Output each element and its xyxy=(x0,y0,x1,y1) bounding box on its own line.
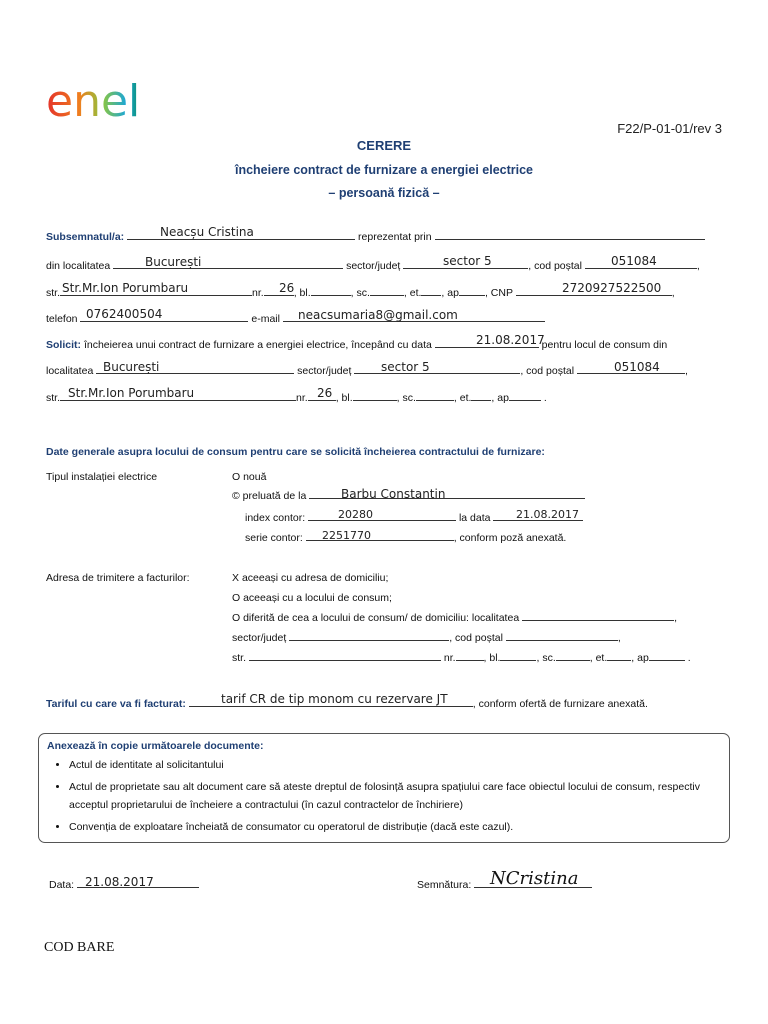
adresa-et-field[interactable] xyxy=(607,660,631,661)
svg-text:enel: enel xyxy=(46,76,141,124)
adresa-opt3[interactable]: O diferită de cea a locului de consum/ de domiciliu: localitatea , xyxy=(232,612,677,624)
data-value: 21.08.2017 xyxy=(85,875,154,889)
bl-field[interactable] xyxy=(311,295,351,296)
sector-value: sector 5 xyxy=(443,254,492,268)
index-value: 20280 xyxy=(338,508,373,521)
adresa-str-label: str. xyxy=(232,652,247,664)
serie-value: 2251770 xyxy=(322,529,371,542)
sc-field[interactable] xyxy=(370,295,404,296)
la-data-value: 21.08.2017 xyxy=(516,508,579,521)
data-label: Data: xyxy=(49,879,75,891)
page-title: CERERE xyxy=(356,138,412,153)
adresa-label: Adresa de trimitere a facturilor: xyxy=(46,572,190,584)
loc-localitatea-value: București xyxy=(103,360,160,374)
adresa-localitatea-field[interactable] xyxy=(522,620,674,621)
str-label: str. xyxy=(46,287,61,299)
solicit-date-value: 21.08.2017 xyxy=(476,333,545,347)
preluata-radio[interactable]: © xyxy=(232,490,240,502)
adresa-str-field[interactable] xyxy=(249,660,441,661)
loc-sc-label: , sc. xyxy=(396,392,416,404)
loc-sector-value: sector 5 xyxy=(381,360,430,374)
str-field[interactable] xyxy=(60,295,252,296)
loc-ap-field[interactable] xyxy=(509,400,541,401)
serie-tail: , conform poză anexată. xyxy=(453,532,567,544)
adresa-str-row: str. nr. , bl. , sc. , et. , ap . xyxy=(232,652,691,664)
loc-str-label: str. xyxy=(46,392,61,404)
adresa-opt1-radio[interactable]: X xyxy=(232,572,240,584)
tarif-value: tarif CR de tip monom cu rezervare JT xyxy=(221,692,448,706)
list-item: • Actul de proprietate sau alt document care să ateste dreptul de folosință asupra spațiului care face obiectul locului de consum, respectiv acceptul proprietarului de încheiere a contractului (în cazul contractelor de închiriere) xyxy=(69,778,729,814)
semnatura-label: Semnătura: xyxy=(417,879,472,891)
adresa-nr-label: nr. xyxy=(443,652,456,664)
solicit-text: încheierea unui contract de furnizare a energiei electrice, începând cu data xyxy=(83,339,432,351)
cnp-field[interactable] xyxy=(516,295,672,296)
loc-strada-row: str. nr. , bl. , sc. , et. , ap . xyxy=(46,392,547,404)
cnp-label: , CNP xyxy=(484,287,513,299)
sc-label: , sc. xyxy=(350,287,370,299)
serie-label: serie contor: xyxy=(245,532,303,544)
adresa-opt3-label: O diferită de cea a locului de consum/ de domiciliu: localitatea xyxy=(232,612,520,624)
anexe-box xyxy=(38,733,730,843)
adresa-nr-field[interactable] xyxy=(456,660,484,661)
index-label: index contor: xyxy=(245,512,306,524)
tarif-tail: , conform ofertă de furnizare anexată. xyxy=(472,698,648,710)
adresa-bl-label: , bl. xyxy=(483,652,501,664)
solicit-label: Solicit: xyxy=(46,339,82,351)
cnp-value: 2720927522500 xyxy=(562,281,662,295)
email-value: neacsumaria8@gmail.com xyxy=(298,308,458,322)
localitate-row: din localitatea sector/județ , cod poștal , xyxy=(46,260,700,272)
loc-sc-field[interactable] xyxy=(416,400,454,401)
page-subtitle: încheiere contract de furnizare a energiei electrice xyxy=(234,163,534,177)
anexe-list xyxy=(39,756,729,836)
subsemnatul-row xyxy=(46,231,705,243)
loc-ap-label: , ap xyxy=(491,392,509,404)
loc-nr-label: nr. xyxy=(296,392,308,404)
telefon-label: telefon xyxy=(46,313,78,325)
loc-sector-field[interactable] xyxy=(354,373,520,374)
reprezentat-field[interactable] xyxy=(435,239,705,240)
la-data-label: la data xyxy=(458,512,491,524)
signature: NCristina xyxy=(490,868,579,889)
list-item: • Convenția de exploatare încheiată de consumator cu operatorul de distribuție (dacă este cazul). xyxy=(69,818,729,836)
localitatea-value: București xyxy=(145,255,202,269)
adresa-ap-label: , ap xyxy=(631,652,649,664)
adresa-et-label: , et. xyxy=(589,652,608,664)
adresa-ap-field[interactable] xyxy=(649,660,685,661)
list-item: • Actul de identitate al solicitantului xyxy=(69,756,729,774)
page-subtitle-2: – persoană fizică – xyxy=(328,186,440,200)
reprezentat-label: reprezentat prin xyxy=(358,231,432,243)
strada-row: str. nr. , bl. , sc. , et. , ap , CNP , xyxy=(46,287,675,299)
solicit-row xyxy=(46,339,667,351)
subsemnatul-value: Neacșu Cristina xyxy=(160,225,254,239)
document-reference: F22/P-01-01/rev 3 xyxy=(617,121,722,136)
adresa-cod-label: , cod poștal xyxy=(449,632,503,644)
loc-et-field[interactable] xyxy=(471,400,491,401)
subsemnatul-label: Subsemnatul/a: xyxy=(46,231,125,243)
bl-label: , bl. xyxy=(293,287,311,299)
preluata-label: preluată de la xyxy=(242,490,307,502)
adresa-sector-row: sector/județ , cod poștal , xyxy=(232,632,621,644)
tip-instalatie-label: Tipul instalației electrice xyxy=(46,471,158,483)
sector-field[interactable] xyxy=(403,268,528,269)
et-label: , et. xyxy=(403,287,422,299)
tarif-label: Tariful cu care va fi facturat: xyxy=(46,698,186,710)
adresa-opt1[interactable] xyxy=(232,572,388,584)
tarif-field[interactable] xyxy=(189,706,473,707)
loc-nr-value: 26 xyxy=(317,386,333,400)
loc-bl-label: , bl. xyxy=(335,392,353,404)
adresa-sc-label: , sc. xyxy=(536,652,556,664)
cod-postal-value: 051084 xyxy=(611,254,657,268)
solicit-date-field[interactable] xyxy=(435,347,539,348)
et-field[interactable] xyxy=(421,295,441,296)
loc-sector-label: sector/județ xyxy=(297,365,352,377)
option-noua[interactable]: O nouă xyxy=(232,471,267,483)
ap-label: , ap xyxy=(441,287,459,299)
serie-row xyxy=(245,532,566,544)
loc-localitatea-label: localitatea xyxy=(46,365,94,377)
telefon-field[interactable] xyxy=(80,321,248,322)
date-generale-heading: Date generale asupra locului de consum pentru care se solicită încheierea contractului de furnizare: xyxy=(46,446,545,458)
adresa-opt1-label: aceeași cu adresa de domiciliu; xyxy=(241,572,389,584)
adresa-sector-label: sector/județ xyxy=(232,632,287,644)
nr-label: nr. xyxy=(252,287,264,299)
localitatea-label: din localitatea xyxy=(46,260,111,272)
subsemnatul-field[interactable] xyxy=(127,239,355,240)
adresa-opt2[interactable]: O aceeași cu a locului de consum; xyxy=(232,592,392,604)
cod-postal-label: , cod poștal xyxy=(528,260,582,272)
loc-str-field[interactable] xyxy=(60,400,296,401)
adresa-sector-field[interactable] xyxy=(289,640,449,641)
loc-consum-row: localitatea sector/județ , cod poștal , xyxy=(46,365,688,377)
email-label: e-mail xyxy=(251,313,280,325)
loc-nr-field[interactable] xyxy=(308,400,336,401)
ap-field[interactable] xyxy=(459,295,485,296)
adresa-bl-field[interactable] xyxy=(500,660,536,661)
loc-bl-field[interactable] xyxy=(353,400,397,401)
sector-label: sector/județ xyxy=(346,260,401,272)
index-field[interactable] xyxy=(308,520,456,521)
adresa-cod-field[interactable] xyxy=(506,640,618,641)
cod-postal-field[interactable] xyxy=(585,268,697,269)
anexe-heading: Anexează în copie următoarele documente: xyxy=(47,740,264,752)
nr-field[interactable] xyxy=(264,295,294,296)
loc-str-value: Str.Mr.Ion Porumbaru xyxy=(68,386,195,400)
solicit-tail: pentru locul de consum din xyxy=(541,339,668,351)
nr-value: 26 xyxy=(279,281,295,295)
loc-cod-value: 051084 xyxy=(614,360,660,374)
telefon-value: 0762400504 xyxy=(86,307,163,321)
str-value: Str.Mr.Ion Porumbaru xyxy=(62,281,189,295)
enel-logo xyxy=(44,76,174,124)
loc-et-label: , et. xyxy=(453,392,472,404)
cod-bare: COD BARE xyxy=(44,940,115,955)
preluata-value: Barbu Constantin xyxy=(341,487,446,501)
loc-cod-label: , cod poștal xyxy=(520,365,575,377)
adresa-sc-field[interactable] xyxy=(556,660,590,661)
